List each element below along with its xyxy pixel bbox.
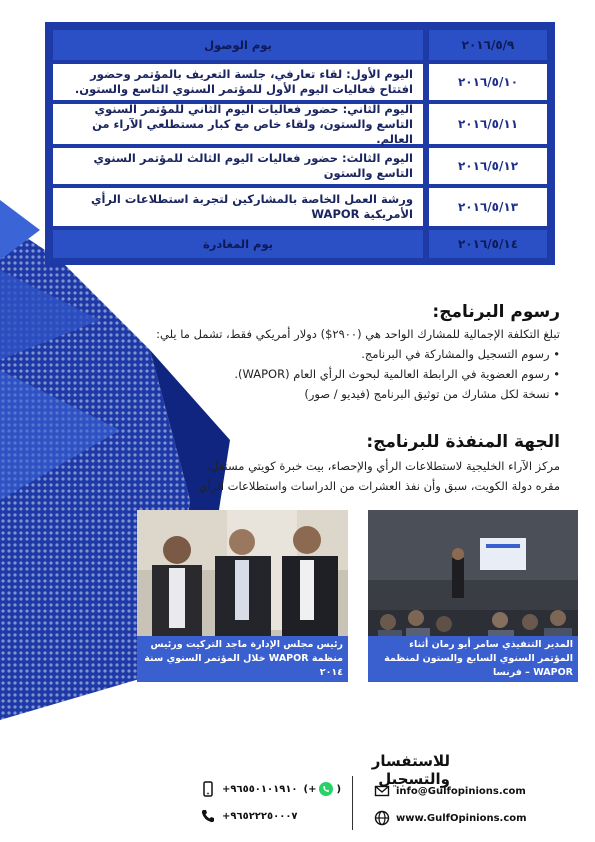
website-contact[interactable]: [374, 810, 527, 826]
whatsapp-paren-open: (+: [303, 783, 317, 795]
organizer-line: مقره دولة الكويت، سبق وأن نفذ العشرات من الدراسات واستطلاعات الرأي: [198, 479, 560, 493]
schedule-description: ورشة العمل الخاصة بالمشاركين لتجربة استطلاعات الرأي الأمريكية WAPOR: [53, 188, 423, 226]
schedule-date: ٢٠١٦/٥/١٢: [429, 148, 547, 184]
fees-title: رسوم البرنامج:: [432, 302, 560, 322]
email-address: info@Gulfopinions.com: [396, 785, 526, 797]
photo-caption: رئيس مجلس الإدارة ماجد التركيت ورئيس منظمة WAPOR خلال المؤتمر السنوي سنة ٢٠١٤: [137, 636, 348, 682]
schedule-description: اليوم الثالث: حضور فعاليات اليوم الثالث للمؤتمر السنوي التاسع والستون: [53, 148, 423, 184]
schedule-row: [53, 30, 547, 60]
fees-line: • رسوم العضوية في الرابطة العالمية لبحوث الرأي العام (WAPOR).: [234, 367, 560, 381]
schedule-date: ٢٠١٦/٥/١٤: [429, 230, 547, 258]
organizer-title: الجهة المنفذة للبرنامج:: [366, 432, 560, 452]
contact-divider: [352, 776, 353, 830]
schedule-row: [53, 64, 547, 100]
photo-conference: [368, 510, 578, 682]
schedule-row: [53, 188, 547, 226]
fees-section: [120, 302, 560, 404]
phone-landline[interactable]: [200, 808, 298, 824]
schedule-date: ٢٠١٦/٥/٩: [429, 30, 547, 60]
schedule-row: [53, 101, 547, 146]
website-url: www.GulfOpinions.com: [396, 812, 527, 824]
schedule-date: ٢٠١٦/٥/١٣: [429, 188, 547, 226]
schedule-date: ٢٠١٦/٥/١١: [429, 104, 547, 144]
photo-chairman: [137, 510, 348, 682]
schedule-description: يوم الوصول: [53, 30, 423, 60]
email-contact[interactable]: [374, 783, 526, 799]
fees-line: تبلغ التكلفة الإجمالية للمشارك الواحد هي (٢٩٠٠$) دولار أمريكي فقط، تشمل ما يلي:: [156, 327, 560, 341]
organizer-line: مركز الآراء الخليجية لاستطلاعات الرأي والإحصاء، بيت خبرة كويتي مستقل،: [206, 459, 560, 473]
schedule-row: [53, 230, 547, 258]
whatsapp-paren-close: ): [336, 783, 342, 795]
photo-caption: المدير التنفيذي سامر أبو رمان أثناء المؤتمر السنوي السابع والستون لمنظمة WAPOR – فرنسا: [368, 636, 578, 682]
phone-whatsapp[interactable]: [200, 781, 341, 797]
fees-line: • رسوم التسجيل والمشاركة في البرنامج.: [361, 347, 560, 361]
contact-title: للاستفسار والتسجيل: [371, 752, 450, 788]
phone-number-1: +٩٦٥٥٠١٠١٩١٠: [222, 783, 298, 795]
mobile-phone-icon: [200, 781, 216, 797]
whatsapp-icon: [318, 781, 334, 797]
fees-line: • نسخة لكل مشارك من توثيق البرنامج (فيديو / صور): [304, 387, 560, 401]
envelope-icon: [374, 783, 390, 799]
telephone-icon: [200, 808, 216, 824]
phone-number-2: +٩٦٥٢٢٢٥٠٠٠٧: [222, 810, 298, 822]
schedule-date: ٢٠١٦/٥/١٠: [429, 64, 547, 100]
globe-icon: [374, 810, 390, 826]
schedule-row: [53, 148, 547, 184]
schedule-description: اليوم الثاني: حضور فعاليات اليوم الثاني للمؤتمر السنوي التاسع والستون، ولقاء خاص مع كبار مستطلعي الآراء من العالم.: [53, 104, 423, 144]
schedule-description: اليوم الأول: لقاء تعارفي، جلسة التعريف بالمؤتمر وحضور افتتاح فعاليات اليوم الأول للمؤتمر السنوي التاسع والستون.: [53, 64, 423, 100]
schedule-description: يوم المغادرة: [53, 230, 423, 258]
organizer-section: [140, 432, 560, 496]
schedule-table: [45, 22, 555, 265]
